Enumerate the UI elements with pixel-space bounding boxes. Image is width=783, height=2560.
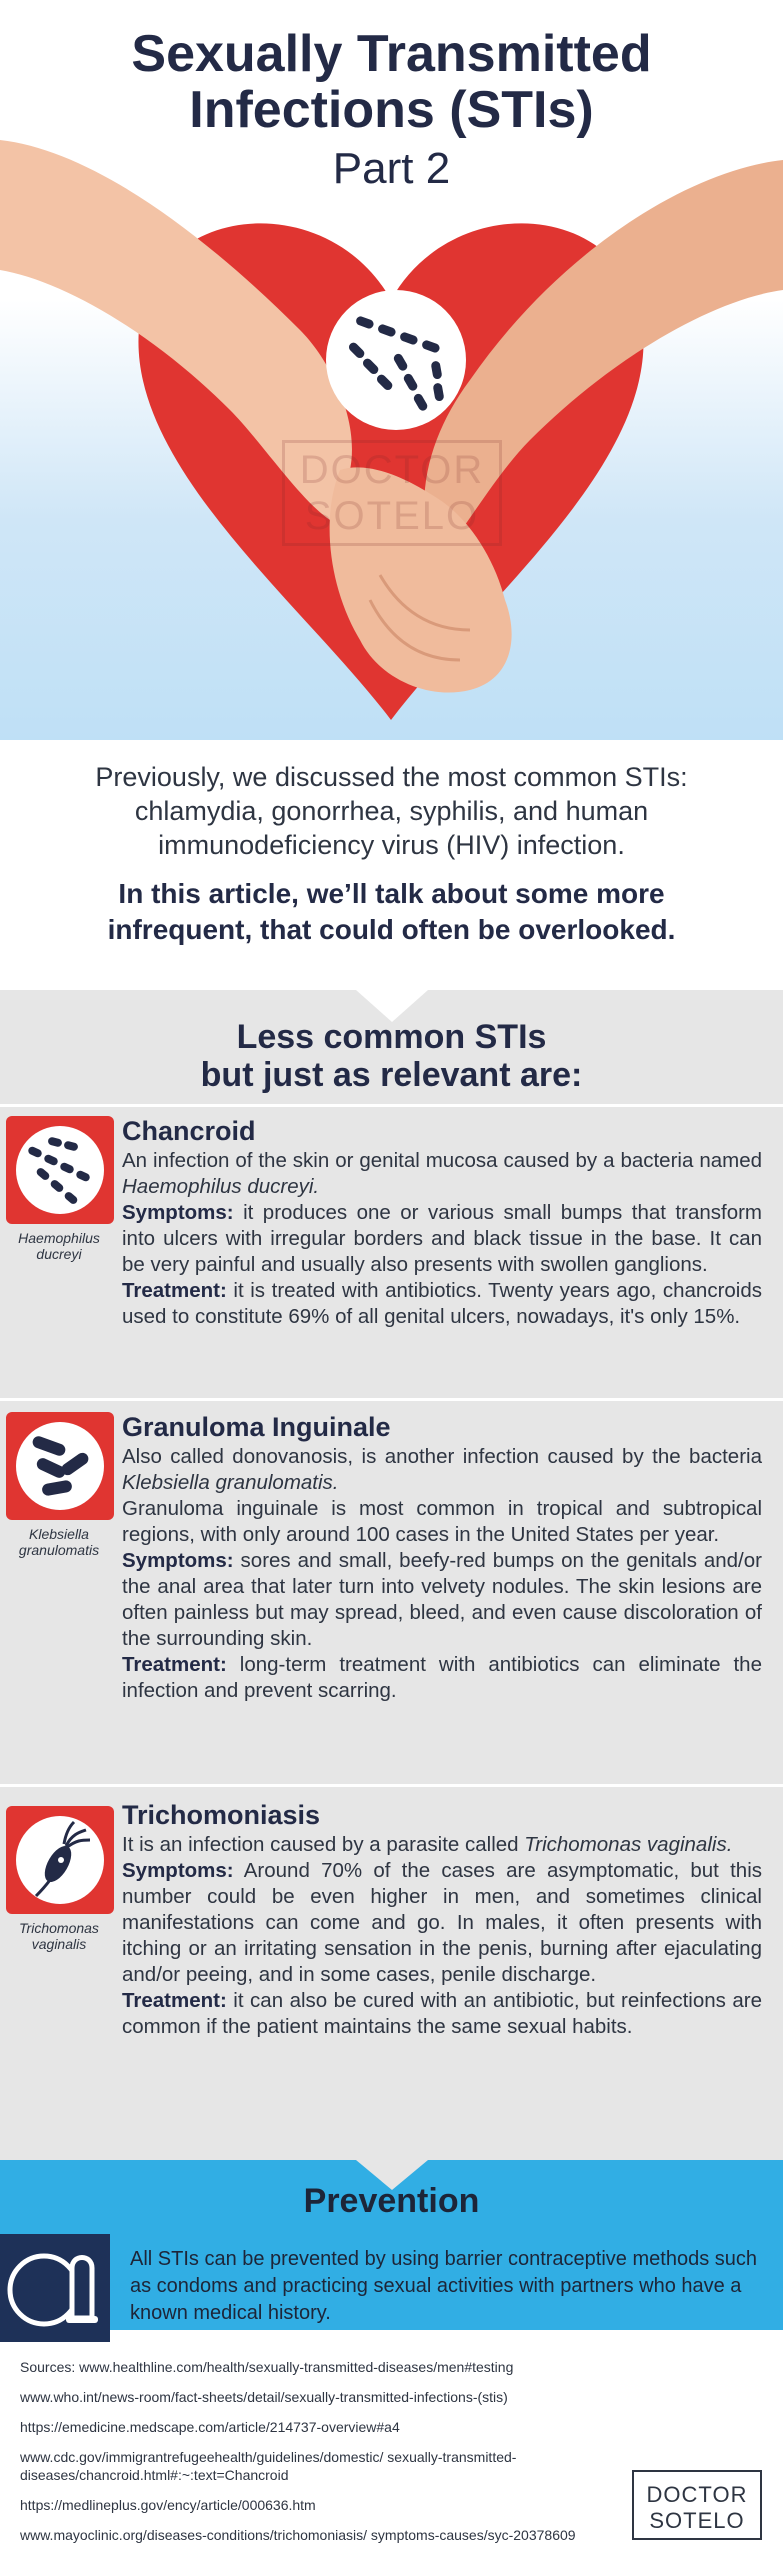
page-title bbox=[0, 26, 783, 138]
trichomoniasis-caption bbox=[0, 1920, 118, 1952]
prevention-title: Prevention bbox=[303, 2182, 480, 2220]
intro-section bbox=[0, 760, 783, 948]
granuloma-symptoms-label: Symptoms: bbox=[122, 1549, 234, 1572]
source-item: www.mayoclinic.org/diseases-conditions/trichomoniasis/ symptoms-causes/syc-20378609 bbox=[20, 2527, 576, 2543]
chancroid-treatment-label: Treatment: bbox=[122, 1279, 227, 1302]
intro-paragraph: Previously, we discussed the most common STIs: chlamydia, gonorrhea, syphilis, and human immunodeficiency virus (HIV) infection. bbox=[95, 762, 688, 860]
chancroid-icon-tile bbox=[6, 1116, 114, 1224]
trichomoniasis-caption-line2: vaginalis bbox=[31, 1936, 87, 1952]
granuloma-body bbox=[122, 1412, 762, 1704]
trichomoniasis-heading: Trichomoniasis bbox=[122, 1800, 321, 1830]
chancroid-symptoms-label: Symptoms: bbox=[122, 1201, 234, 1224]
brand-line2: SOTELO bbox=[649, 2508, 745, 2533]
intro-highlight: In this article, we’ll talk about some more infrequent, that could often be overlooked. bbox=[107, 878, 676, 945]
chancroid-treatment-text: it is treated with antibiotics. Twenty years ago, chancroids used to constitute 69% of all genital ulcers, nowadays, it's only 15%. bbox=[122, 1279, 762, 1328]
chancroid-symptoms-text: it produces one or various small bumps that transform into ulcers with irregular borders and black tissue in the base. It can be very painful and usually also presents with swollen ganglions. bbox=[122, 1201, 762, 1276]
granuloma-treatment-text: long-term treatment with antibiotics can eliminate the infection and prevent scarring. bbox=[122, 1653, 762, 1702]
trichomoniasis-description bbox=[122, 1832, 762, 1858]
page-title-line2: Infections (STIs) bbox=[189, 81, 594, 139]
chancroid-symptoms bbox=[122, 1200, 762, 1278]
trichomoniasis-desc-species: Trichomonas vaginalis. bbox=[524, 1833, 733, 1856]
parasite-icon bbox=[6, 1806, 114, 1914]
source-item: https://emedicine.medscape.com/article/214737-overview#a4 bbox=[20, 2419, 400, 2435]
trichomoniasis-symptoms-text: Around 70% of the cases are asymptomatic, but this number could be even higher in men, and sometimes clinical manifestations can come and go. In males, it often presents with itching or an irritating sensation in the penis, burning after ejaculating and/or peeing, and in some cases, penile discharge. bbox=[122, 1859, 762, 1986]
divider bbox=[0, 1104, 783, 1107]
granuloma-desc-species: Klebsiella granulomatis. bbox=[122, 1471, 339, 1494]
watermark-line1: DOCTOR bbox=[299, 448, 485, 492]
brand-line1: DOCTOR bbox=[646, 2482, 748, 2507]
condom-icon-graphic bbox=[0, 2234, 110, 2342]
chancroid-body bbox=[122, 1116, 762, 1330]
granuloma-desc-text: Also called donovanosis, is another infection caused by the bacteria bbox=[122, 1445, 762, 1468]
granuloma-caption-line2: granulomatis bbox=[18, 1542, 100, 1558]
brand-logo bbox=[632, 2470, 762, 2540]
granuloma-caption-line1: Klebsiella bbox=[29, 1526, 89, 1542]
rod-bacteria-icon bbox=[6, 1412, 114, 1520]
trichomoniasis-symptoms-label: Symptoms: bbox=[122, 1859, 234, 1882]
divider bbox=[0, 1398, 783, 1401]
bacteria-chain-icon bbox=[6, 1116, 114, 1224]
chancroid-caption-line1: Haemophilus bbox=[18, 1230, 100, 1246]
trichomoniasis-desc-text: It is an infection caused by a parasite called bbox=[122, 1833, 525, 1856]
source-item: www.who.int/news-room/fact-sheets/detail/sexually-transmitted-infections-(stis) bbox=[20, 2389, 508, 2405]
source-item: Sources: www.healthline.com/health/sexually-transmitted-diseases/men#testing bbox=[20, 2359, 514, 2375]
chancroid-caption bbox=[0, 1230, 118, 1262]
watermark-line2: SOTELO bbox=[304, 494, 480, 538]
granuloma-symptoms-text: sores and small, beefy-red bumps on the genitals and/or the anal area that later turn into velvety nodules. The skin lesions are often painless but may spread, bleed, and even cause discoloration of the surrounding skin. bbox=[122, 1549, 762, 1650]
less-common-title-line1: Less common STIs bbox=[236, 1018, 547, 1056]
trichomoniasis-caption-line1: Trichomonas bbox=[19, 1920, 99, 1936]
granuloma-treatment-label: Treatment: bbox=[122, 1653, 227, 1676]
granuloma-epidemiology: Granuloma inguinale is most common in tropical and subtropical regions, with only around 100 cases in the United States per year. bbox=[122, 1497, 762, 1546]
granuloma-heading: Granuloma Inguinale bbox=[122, 1412, 391, 1442]
chancroid-desc-text: An infection of the skin or genital mucosa caused by a bacteria named bbox=[122, 1149, 762, 1172]
granuloma-caption bbox=[0, 1526, 118, 1558]
page-title-line1: Sexually Transmitted bbox=[131, 25, 652, 83]
trichomoniasis-treatment-text: it can also be cured with an antibiotic, but reinfections are common if the patient maintains the same sexual habits. bbox=[122, 1989, 762, 2038]
page-subtitle: Part 2 bbox=[332, 144, 451, 193]
divider bbox=[0, 1784, 783, 1787]
chancroid-description bbox=[122, 1148, 762, 1200]
trichomoniasis-treatment-label: Treatment: bbox=[122, 1989, 227, 2012]
sources-list bbox=[20, 2358, 620, 2556]
trichomoniasis-symptoms bbox=[122, 1858, 762, 1988]
trichomoniasis-treatment bbox=[122, 1988, 762, 2040]
prevention-text: All STIs can be prevented by using barrier contraceptive methods such as condoms and practicing sexual activities with partners who have a known medical history. bbox=[130, 2248, 757, 2324]
granuloma-icon-tile bbox=[6, 1412, 114, 1520]
chancroid-caption-line2: ducreyi bbox=[36, 1246, 82, 1262]
trichomoniasis-body bbox=[122, 1800, 762, 2040]
hero-section bbox=[0, 0, 783, 740]
watermark bbox=[282, 440, 502, 546]
chancroid-desc-species: Haemophilus ducreyi. bbox=[122, 1175, 320, 1198]
prevention-box bbox=[0, 2234, 783, 2342]
granuloma-symptoms bbox=[122, 1548, 762, 1652]
source-item: www.cdc.gov/immigrantrefugeehealth/guidelines/domestic/ sexually-transmitted-diseases/chancroid.html#:~:text=Chancroid bbox=[20, 2449, 517, 2483]
chancroid-treatment bbox=[122, 1278, 762, 1330]
less-common-title-line2: but just as relevant are: bbox=[200, 1056, 583, 1094]
source-item: https://medlineplus.gov/ency/article/000636.htm bbox=[20, 2497, 316, 2513]
less-common-title bbox=[0, 1018, 783, 1094]
granuloma-description bbox=[122, 1444, 762, 1496]
trichomoniasis-icon-tile bbox=[6, 1806, 114, 1914]
condom-icon bbox=[0, 2234, 110, 2342]
chancroid-heading: Chancroid bbox=[122, 1116, 256, 1146]
granuloma-treatment bbox=[122, 1652, 762, 1704]
